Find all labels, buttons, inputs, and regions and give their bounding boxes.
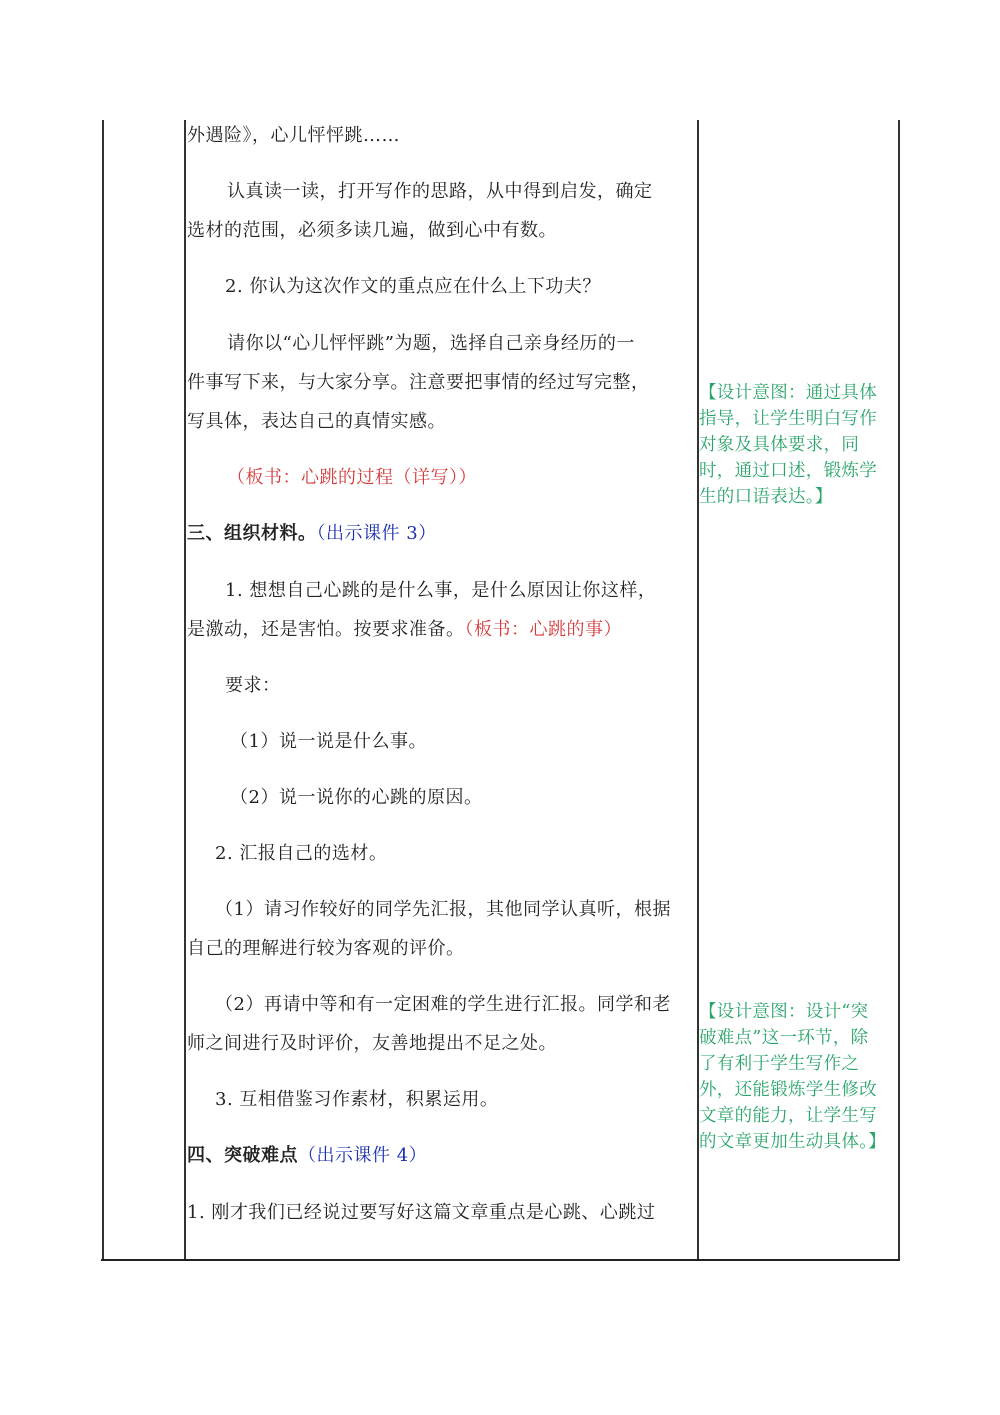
text-line: 选材的范围，必须多读几遍，做到心中有数。 xyxy=(187,220,557,241)
section-title: 三、组织材料。 xyxy=(187,523,317,544)
note-line: 生的口语表达。】 xyxy=(699,487,833,507)
note-line: 时，通过口述，锻炼学 xyxy=(699,461,877,481)
note-line: 【设计意图：设计“突 xyxy=(699,1002,869,1022)
text-line: 师之间进行及时评价，友善地提出不足之处。 xyxy=(187,1033,557,1054)
table-border-bottom xyxy=(101,1259,900,1261)
note-line: 文章的能力，让学生写 xyxy=(699,1106,877,1126)
text-line: （2）再请中等和有一定困难的学生进行汇报。同学和老 xyxy=(215,994,671,1015)
text-line: 2. 汇报自己的选材。 xyxy=(215,843,388,864)
note-line: 的文章更加生动具体。】 xyxy=(699,1132,887,1152)
note-line: 指导，让学生明白写作 xyxy=(699,409,877,429)
section-title: 四、突破难点 xyxy=(187,1145,298,1166)
text-line: 3. 互相借鉴习作素材，积累运用。 xyxy=(215,1089,499,1110)
text-line: 请你以“心儿怦怦跳”为题，选择自己亲身经历的一 xyxy=(227,333,635,354)
board-note: （板书：心跳的事） xyxy=(464,619,622,640)
section-heading-4 xyxy=(187,1144,427,1168)
text-line: 外遇险》，心儿怦怦跳…… xyxy=(187,125,400,146)
question-2: 2. 你认为这次作文的重点应在什么上下功夫？ xyxy=(225,276,601,297)
requirement-item: （1）说一说是什么事。 xyxy=(230,731,427,752)
text-line: 写具体，表达自己的真情实感。 xyxy=(187,411,446,432)
note-line: 对象及具体要求，同 xyxy=(699,435,860,455)
section-heading-3 xyxy=(187,522,437,546)
requirements-label: 要求： xyxy=(225,675,281,696)
text-line: （1）请习作较好的同学先汇报，其他同学认真听，根据 xyxy=(215,899,671,920)
text-line xyxy=(187,618,622,642)
text-line: 1. 想想自己心跳的是什么事，是什么原因让你这样， xyxy=(225,580,657,601)
table-border-left xyxy=(102,120,104,1261)
design-intent-note-2 xyxy=(699,999,899,1155)
text-span: 是激动，还是害怕。按要求准备。 xyxy=(187,619,465,640)
note-line: 破难点”这一环节，除 xyxy=(699,1028,869,1048)
table-column-divider-1 xyxy=(184,120,186,1261)
text-line: 1. 刚才我们已经说过要写好这篇文章重点是心跳、心跳过 xyxy=(187,1202,656,1223)
note-line: 外，还能锻炼学生修改 xyxy=(699,1080,877,1100)
text-line: 自己的理解进行较为客观的评价。 xyxy=(187,938,465,959)
courseware-note: （出示课件 4） xyxy=(298,1145,428,1166)
note-line: 【设计意图：通过具体 xyxy=(699,383,877,403)
board-note: （板书：心跳的过程（详写）） xyxy=(227,467,477,488)
note-line: 了有利于学生写作之 xyxy=(699,1054,860,1074)
text-line: 件事写下来，与大家分享。注意要把事情的经过写完整， xyxy=(187,372,650,393)
text-line: 认真读一读，打开写作的思路，从中得到启发，确定 xyxy=(227,181,653,202)
design-intent-note-1 xyxy=(699,380,899,510)
requirement-item: （2）说一说你的心跳的原因。 xyxy=(230,787,483,808)
courseware-note: （出示课件 3） xyxy=(316,523,437,544)
